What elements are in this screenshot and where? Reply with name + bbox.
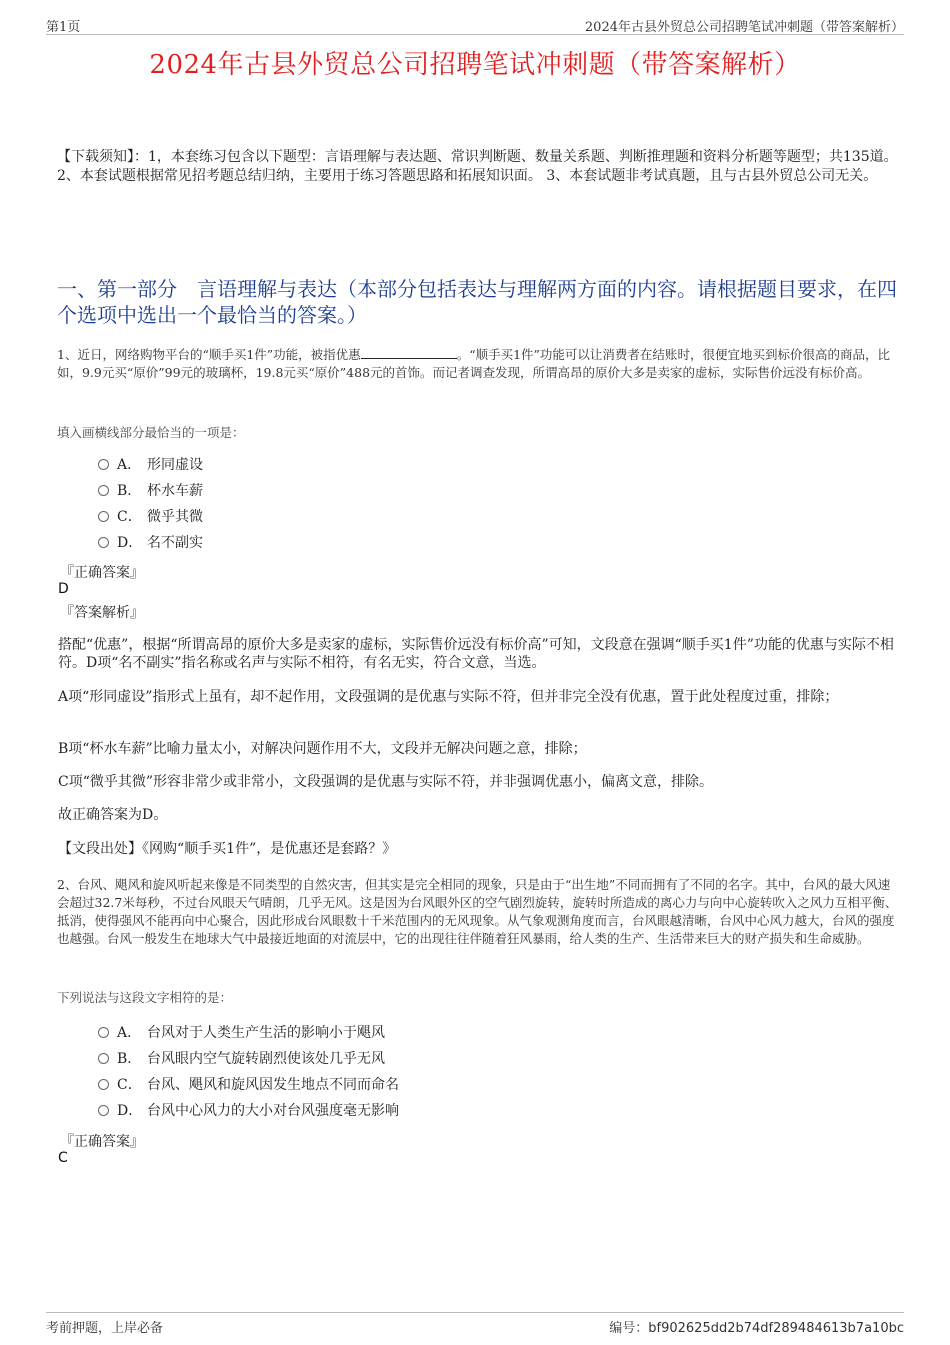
question-1-option-b[interactable] [98,480,203,502]
option-text: 杯水车薪 [147,483,203,499]
option-letter: D． [117,535,143,551]
option-text: 台风中心风力的大小对台风强度毫无影响 [147,1103,399,1119]
option-letter: D． [117,1103,143,1119]
section-heading: 一、第一部分 言语理解与表达（本部分包括表达与理解两方面的内容。请根据题目要求，在四个选项中选出一个最恰当的答案。） [57,277,897,327]
question-1-option-c[interactable] [98,506,203,528]
question-1-text-before: 1、近日，网络购物平台的“顺手买1件”功能，被指优惠 [57,347,361,362]
radio-icon[interactable] [98,1053,109,1064]
question-2-text: 2、台风、飓风和旋风听起来像是不同类型的自然灾害，但其实是完全相同的现象，只是由于“出生地”不同而拥有了不同的名字。其中，台风的最大风速会超过32.7米每秒，不过台风眼天气晴朗，几乎无风。这是因为台风眼外区的空气剧烈旋转，旋转时所造成的离心力与向中心旋转吹入之风力互相平衡、抵消，使得强风不能再向中心聚合，因此形成台风眼数十千米范围内的无风现象。从气象观测角度而言，台风眼越清晰，台风中心风力越大，台风的强度也越强。台风一般发生在地球大气中最接近地面的对流层中，它的出现往往伴随着狂风暴雨，给人类的生产、生活带来巨大的财产损失和生命威胁。 [57,877,898,946]
document-title: 2024年古县外贸总公司招聘笔试冲刺题（带答案解析） [149,50,801,80]
radio-icon[interactable] [98,1079,109,1090]
analysis-paragraph: B项“杯水车薪”比喻力量太小，对解决问题作用不大，文段并无解决问题之意，排除； [58,741,587,757]
option-text: 微乎其微 [147,509,203,525]
question-1-answer: D [58,581,69,597]
question-1-text-after: 。“顺手买1件”功能可以让消费者在结账时，很便宜地买到标价很高的商品，比如，9.9元买“原价”99元的玻璃杯，19.8元买“原价”488元的首饰。而记者调查发现，所谓高昂的原价大多是卖家的虚标，实际售价远没有标价高。 [57,347,890,380]
footer-code-label: 编号： [609,1321,649,1336]
option-letter: A． [117,1025,142,1041]
option-text: 台风、飓风和旋风因发生地点不同而命名 [147,1077,399,1093]
option-letter: B． [117,483,142,499]
analysis-label: 『答案解析』 [60,605,144,621]
question-1-prompt: 填入画横线部分最恰当的一项是： [57,425,245,440]
option-text: 名不副实 [147,535,203,551]
analysis-paragraph: C项“微乎其微”形容非常少或非常小，文段强调的是优惠与实际不符，并非强调优惠小，偏离文意，排除。 [58,774,714,790]
option-letter: C． [117,509,142,525]
option-letter: C． [117,1077,142,1093]
correct-answer-label: 『正确答案』 [60,1134,144,1150]
option-text: 台风对于人类生产生活的影响小于飓风 [147,1025,385,1041]
question-2-prompt: 下列说法与这段文字相符的是： [57,990,233,1005]
option-text: 形同虚设 [147,457,203,473]
question-1-option-d[interactable] [98,532,203,554]
radio-icon[interactable] [98,537,109,548]
question-2-option-a[interactable] [98,1022,385,1044]
option-letter: A． [117,457,142,473]
header-doc-title: 2024年古县外贸总公司招聘笔试冲刺题（带答案解析） [584,20,904,35]
fill-blank [361,346,457,359]
question-2-option-b[interactable] [98,1048,385,1070]
question-2-answer: C [58,1150,68,1166]
analysis-paragraph: A项“形同虚设”指形式上虽有，却不起作用，文段强调的是优惠与实际不符，但并非完全没有优惠，置于此处程度过重，排除； [58,689,839,705]
footer-code-value: bf902625dd2b74df289484613b7a10bc [648,1321,904,1336]
page-header [46,14,904,35]
analysis-paragraph: 搭配“优惠”，根据“所谓高昂的原价大多是卖家的虚标，实际售价远没有标价高”可知，文段意在强调“顺手买1件”功能的优惠与实际不相符。D项“名不副实”指名称或名声与实际不相符，有名无实，符合文意，当选。 [58,637,894,671]
download-notice: 【下载须知】：1，本套练习包含以下题型：言语理解与表达题、常识判断题、数量关系题、判断推理题和资料分析题等题型；共135道。 2、本套试题根据常见招考题总结归纳，主要用于练习答题思路和拓展知识面。 3、本套试题非考试真题，且与古县外贸总公司无关。 [57,149,898,184]
radio-icon[interactable] [98,1105,109,1116]
page-number: 第1页 [46,20,81,35]
correct-answer-label: 『正确答案』 [60,565,144,581]
question-1-text [57,346,898,382]
option-text: 台风眼内空气旋转剧烈使该处几乎无风 [147,1051,385,1067]
radio-icon[interactable] [98,459,109,470]
question-2-option-c[interactable] [98,1074,399,1096]
analysis-conclusion: 故正确答案为D。 [58,807,168,823]
option-letter: B． [117,1051,142,1067]
source-citation: 【文段出处】《网购“顺手买1件”，是优惠还是套路？》 [58,841,397,857]
question-1-option-a[interactable] [98,454,203,476]
footer-slogan: 考前押题，上岸必备 [46,1321,164,1336]
footer-code [609,1317,904,1336]
question-2-option-d[interactable] [98,1100,399,1122]
page-footer [46,1312,904,1335]
radio-icon[interactable] [98,1027,109,1038]
radio-icon[interactable] [98,511,109,522]
radio-icon[interactable] [98,485,109,496]
